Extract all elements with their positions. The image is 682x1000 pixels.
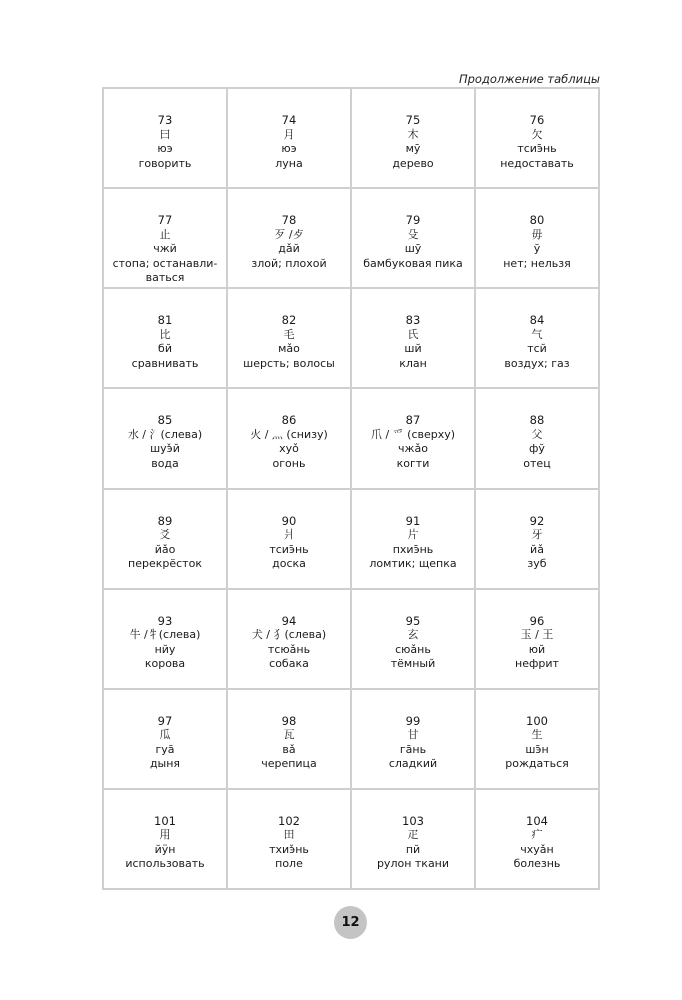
cell-number: 90 <box>281 513 297 528</box>
cell-character: 氏 <box>407 327 419 341</box>
cell-character: 气 <box>531 327 543 341</box>
cell-character: 曰 <box>159 127 171 141</box>
cell-character: 毛 <box>283 327 295 341</box>
table-cell <box>104 790 226 888</box>
cell-reading: йӱн <box>154 842 176 856</box>
cell-number: 89 <box>157 513 173 528</box>
table-cell <box>352 89 474 187</box>
cell-character: 父 <box>531 427 543 441</box>
cell-reading: тсюǎнь <box>267 642 311 656</box>
cell-number: 102 <box>278 813 300 828</box>
table-continuation-caption: Продолжение таблицы <box>458 72 600 86</box>
table-cell <box>352 790 474 888</box>
cell-number: 83 <box>405 313 421 328</box>
cell-reading: шуэ̌й <box>150 442 180 456</box>
cell-character: 犬 / 犭(слева) <box>251 628 327 642</box>
cell-reading: тсй <box>527 342 547 356</box>
cell-meaning: использовать <box>125 857 205 871</box>
cell-reading: йǎо <box>154 542 176 556</box>
cell-number: 96 <box>529 613 545 628</box>
cell-meaning: огонь <box>272 456 306 470</box>
cell-reading: юэ <box>281 142 297 155</box>
cell-meaning: черепица <box>261 757 317 771</box>
cell-character: 水 / 氵(слева) <box>127 427 203 441</box>
cell-reading: йǎ <box>530 542 544 556</box>
table-cell <box>352 289 474 387</box>
cell-reading: гуā <box>155 742 175 756</box>
cell-character: 片 <box>407 528 419 541</box>
cell-character: 毋 <box>531 227 543 241</box>
cell-reading: дǎй <box>278 242 300 256</box>
cell-character: 玄 <box>407 628 419 642</box>
cell-reading: гāнь <box>399 742 427 756</box>
cell-character: 止 <box>159 227 171 241</box>
cell-character: 欠 <box>531 127 543 141</box>
table-cell <box>104 189 226 287</box>
cell-reading: фў <box>529 442 545 456</box>
table-cell <box>104 389 226 487</box>
cell-number: 104 <box>526 813 548 828</box>
cell-character: 田 <box>283 828 295 842</box>
table-cell <box>104 89 226 187</box>
cell-character: 殳 <box>407 227 419 241</box>
cell-meaning: рождаться <box>505 757 569 771</box>
cell-number: 97 <box>157 713 173 728</box>
table-cell <box>228 89 350 187</box>
cell-reading: юэ <box>157 142 173 155</box>
cell-number: 103 <box>402 813 424 828</box>
cell-reading: сюǎнь <box>395 642 431 656</box>
cell-reading: шэ̄н <box>525 742 549 756</box>
table-cell <box>228 490 350 588</box>
cell-number: 78 <box>281 213 297 228</box>
cell-reading: бй <box>158 342 172 356</box>
cell-reading: пхиэ̄нь <box>392 542 434 556</box>
cell-number: 84 <box>529 313 545 328</box>
table-cell <box>104 590 226 688</box>
table-cell <box>228 590 350 688</box>
cell-meaning: нет; нельзя <box>503 256 571 270</box>
table-cell <box>228 790 350 888</box>
cell-number: 81 <box>157 313 173 328</box>
cell-meaning: дыня <box>149 757 181 771</box>
cell-reading: ў <box>533 242 541 256</box>
cell-meaning: воздух; газ <box>504 356 570 370</box>
page-number-badge <box>334 906 367 939</box>
table-cell <box>228 690 350 788</box>
table-cell <box>476 490 598 588</box>
cell-number: 91 <box>405 513 421 528</box>
table-cell <box>476 89 598 187</box>
cell-meaning: злой; плохой <box>251 256 327 270</box>
cell-number: 74 <box>281 113 297 127</box>
table-cell <box>352 590 474 688</box>
cell-reading: нйу <box>154 642 176 656</box>
cell-meaning: вода <box>151 456 179 470</box>
cell-meaning: перекрёсток <box>128 557 202 570</box>
cell-reading: чхуǎн <box>520 842 554 856</box>
cell-character: 爿 <box>283 528 295 541</box>
table-cell <box>104 289 226 387</box>
cell-character: 生 <box>531 728 543 742</box>
cell-character: 木 <box>407 127 419 141</box>
table-cell <box>228 189 350 287</box>
cell-reading: чжй <box>153 242 177 256</box>
cell-reading: пй <box>405 842 421 856</box>
radicals-table <box>102 87 600 890</box>
cell-number: 86 <box>281 413 297 428</box>
cell-meaning: рулон ткани <box>376 857 450 871</box>
cell-meaning: шерсть; волосы <box>243 356 335 370</box>
cell-reading: шӯ <box>404 242 422 256</box>
cell-meaning: дерево <box>392 156 434 170</box>
cell-meaning: ломтик; щепка <box>369 557 457 570</box>
cell-number: 75 <box>405 113 421 127</box>
cell-reading: мӯ <box>405 142 421 155</box>
cell-reading: хуǒ <box>279 442 299 456</box>
cell-number: 93 <box>157 613 173 628</box>
cell-meaning: поле <box>275 857 303 871</box>
cell-reading: вǎ <box>282 742 296 756</box>
cell-character: 歹 /歺 <box>274 227 304 241</box>
cell-meaning: сравнивать <box>131 356 199 370</box>
cell-meaning: зуб <box>527 557 547 570</box>
cell-character: 牙 <box>531 528 543 541</box>
table-cell <box>476 389 598 487</box>
table-cell <box>352 389 474 487</box>
cell-meaning: отец <box>523 456 551 470</box>
cell-meaning: собака <box>269 657 309 671</box>
cell-number: 85 <box>157 413 173 428</box>
cell-character: 月 <box>283 127 295 141</box>
cell-meaning: стопа; останавли-ваться <box>112 256 218 285</box>
cell-reading: тхиэ̌нь <box>269 842 309 856</box>
cell-number: 87 <box>405 413 421 428</box>
cell-character: 用 <box>159 828 171 842</box>
cell-reading: тсиэ̄нь <box>517 142 557 155</box>
cell-reading: мǎо <box>278 342 300 356</box>
cell-number: 80 <box>529 213 545 228</box>
cell-number: 76 <box>529 113 545 127</box>
cell-character: 疒 <box>531 828 543 842</box>
cell-meaning: болезнь <box>513 857 561 871</box>
table-cell <box>104 490 226 588</box>
cell-number: 77 <box>157 213 173 228</box>
cell-character: 疋 <box>407 828 419 842</box>
cell-meaning: клан <box>399 356 427 370</box>
cell-number: 73 <box>157 113 173 127</box>
cell-reading: чжǎо <box>398 442 428 456</box>
table-cell <box>476 189 598 287</box>
table-cell <box>352 490 474 588</box>
cell-character: 甘 <box>407 728 419 742</box>
cell-number: 101 <box>154 813 176 828</box>
cell-character: 瓦 <box>283 728 295 742</box>
page-number: 12 <box>341 915 360 930</box>
cell-meaning: корова <box>144 657 186 671</box>
cell-meaning: говорить <box>138 156 192 170</box>
cell-number: 88 <box>529 413 545 428</box>
table-cell <box>352 690 474 788</box>
cell-number: 82 <box>281 313 297 328</box>
cell-number: 100 <box>526 713 548 728</box>
cell-character: 瓜 <box>159 728 171 742</box>
cell-number: 95 <box>405 613 421 628</box>
cell-meaning: бамбуковая пика <box>363 256 463 270</box>
cell-meaning: доска <box>272 557 306 570</box>
cell-character: 玉 / 王 <box>520 628 554 642</box>
cell-meaning: луна <box>275 156 303 170</box>
table-cell <box>476 790 598 888</box>
cell-character: 比 <box>159 327 171 341</box>
cell-reading: юй <box>528 642 546 656</box>
cell-character: 爪 / 爫 (сверху) <box>370 427 456 441</box>
cell-number: 98 <box>281 713 297 728</box>
cell-meaning: когти <box>396 456 430 470</box>
cell-meaning: тёмный <box>390 657 436 671</box>
table-cell <box>476 590 598 688</box>
cell-number: 94 <box>281 613 297 628</box>
table-cell <box>476 289 598 387</box>
cell-number: 92 <box>529 513 545 528</box>
table-cell <box>104 690 226 788</box>
table-cell <box>352 189 474 287</box>
table-cell <box>228 289 350 387</box>
cell-character: 爻 <box>159 528 171 541</box>
cell-reading: тсиэ̄нь <box>269 542 309 556</box>
table-cell <box>476 690 598 788</box>
cell-reading: шй <box>404 342 422 356</box>
cell-meaning: сладкий <box>388 757 438 771</box>
cell-character: 火 / 灬 (снизу) <box>250 427 328 441</box>
cell-character: 牛 /牜(слева) <box>129 628 201 642</box>
cell-number: 79 <box>405 213 421 228</box>
cell-meaning: недоставать <box>500 156 574 170</box>
cell-number: 99 <box>405 713 421 728</box>
table-cell <box>228 389 350 487</box>
cell-meaning: нефрит <box>515 657 559 671</box>
